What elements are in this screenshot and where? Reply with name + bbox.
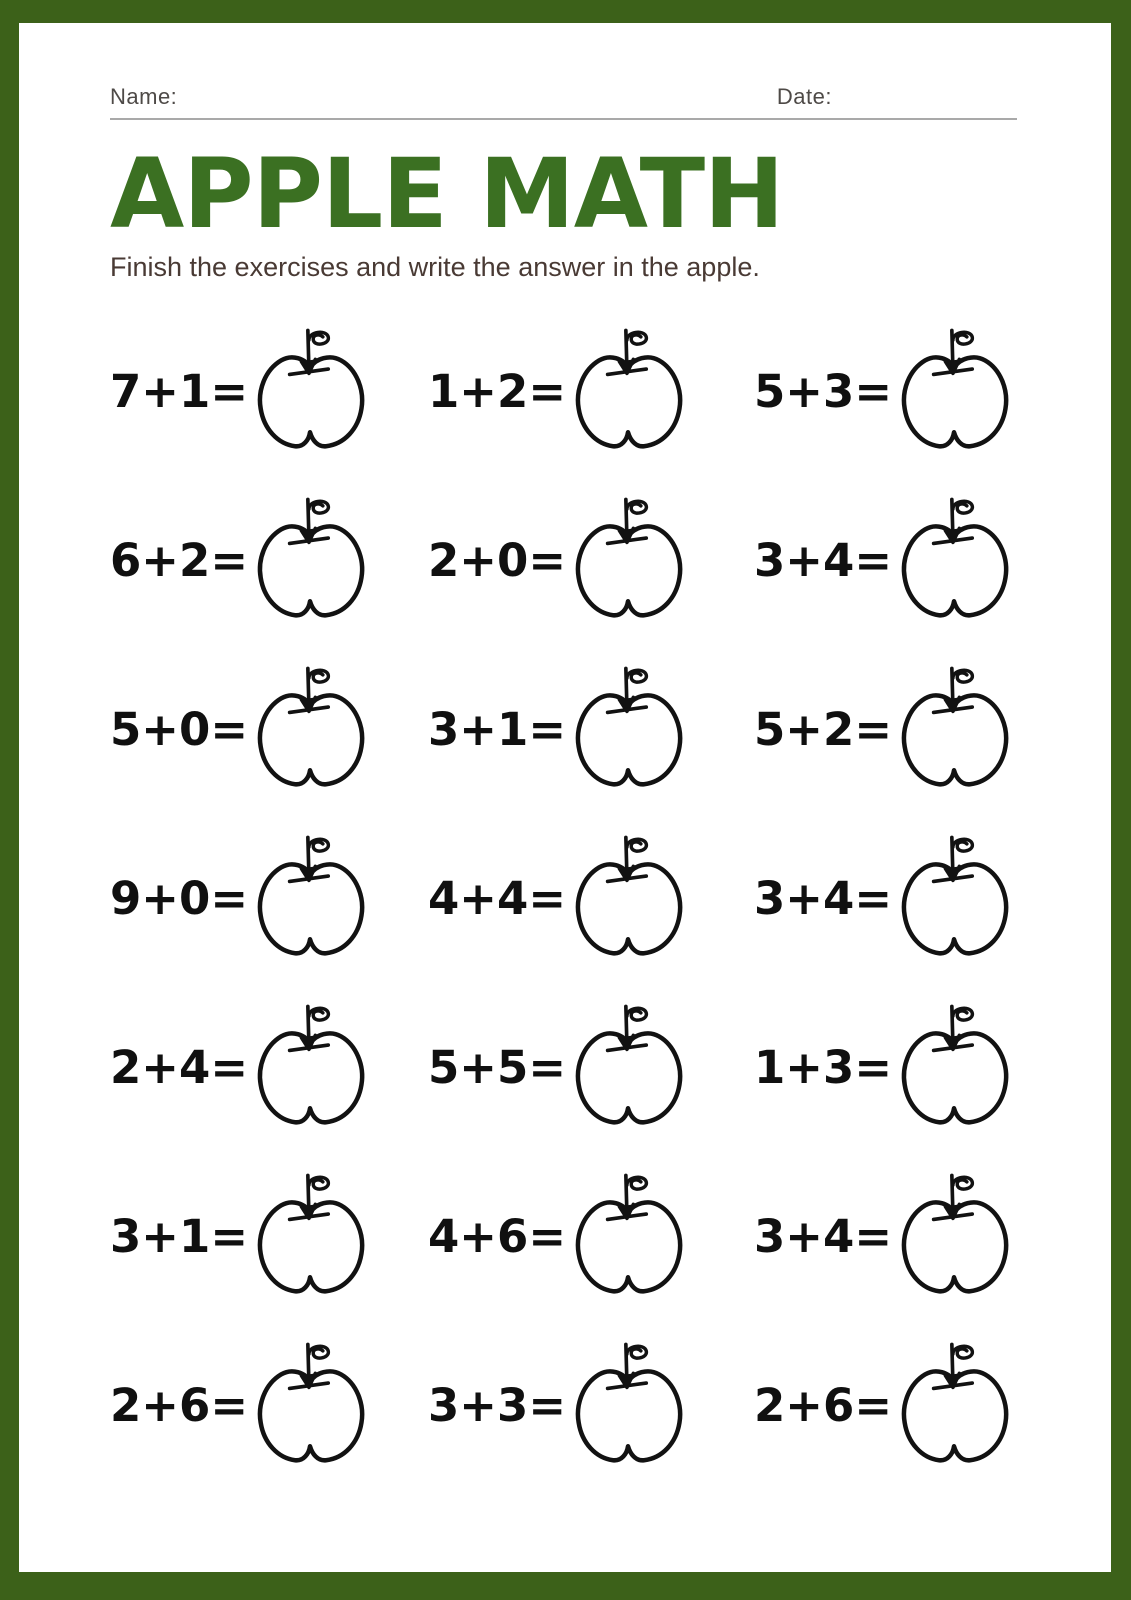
equation-label: 5+5= — [428, 1040, 567, 1094]
apple-answer-icon[interactable] — [248, 1338, 372, 1472]
exercise-cell — [110, 1338, 428, 1472]
apple-answer-icon[interactable] — [566, 324, 690, 458]
equation-label: 9+0= — [110, 871, 249, 925]
equation-label: 2+6= — [754, 1378, 893, 1432]
equation-label: 1+2= — [428, 364, 567, 418]
equation-label: 4+6= — [428, 1209, 567, 1263]
worksheet-content — [19, 23, 1111, 1572]
date-label: Date: — [776, 84, 832, 109]
exercise-cell — [428, 831, 754, 965]
apple-answer-icon[interactable] — [892, 1000, 1016, 1134]
exercise-cell — [110, 1000, 428, 1134]
exercise-cell — [428, 324, 754, 458]
exercise-cell — [754, 493, 1017, 627]
apple-answer-icon[interactable] — [892, 1169, 1016, 1303]
exercise-cell — [110, 324, 428, 458]
exercise-cell — [428, 662, 754, 796]
exercise-cell — [110, 662, 428, 796]
exercise-cell — [754, 324, 1017, 458]
equation-label: 2+6= — [110, 1378, 249, 1432]
apple-answer-icon[interactable] — [892, 324, 1016, 458]
exercise-cell — [754, 831, 1017, 965]
apple-answer-icon[interactable] — [248, 831, 372, 965]
apple-answer-icon[interactable] — [892, 831, 1016, 965]
equation-label: 2+0= — [428, 533, 567, 587]
equation-label: 6+2= — [110, 533, 249, 587]
apple-answer-icon[interactable] — [248, 493, 372, 627]
exercise-cell — [754, 1000, 1017, 1134]
equation-label: 3+3= — [428, 1378, 567, 1432]
equation-label: 7+1= — [110, 364, 249, 418]
apple-answer-icon[interactable] — [566, 662, 690, 796]
equation-label: 3+1= — [110, 1209, 249, 1263]
apple-answer-icon[interactable] — [566, 831, 690, 965]
exercise-cell — [110, 831, 428, 965]
apple-answer-icon[interactable] — [892, 493, 1016, 627]
name-label: Name: — [110, 84, 178, 109]
apple-answer-icon[interactable] — [248, 1169, 372, 1303]
equation-label: 4+4= — [428, 871, 567, 925]
equation-label: 5+3= — [754, 364, 893, 418]
equation-label: 5+2= — [754, 702, 893, 756]
apple-answer-icon[interactable] — [566, 1338, 690, 1472]
exercise-cell — [754, 662, 1017, 796]
equation-label: 3+4= — [754, 871, 893, 925]
apple-answer-icon[interactable] — [248, 1000, 372, 1134]
exercise-cell — [110, 493, 428, 627]
exercise-cell — [428, 493, 754, 627]
apple-answer-icon[interactable] — [248, 324, 372, 458]
name-date-row — [110, 85, 1017, 120]
apple-answer-icon[interactable] — [566, 1169, 690, 1303]
equation-label: 5+0= — [110, 702, 249, 756]
apple-answer-icon[interactable] — [892, 1338, 1016, 1472]
instructions-text: Finish the exercises and write the answer in the apple. — [110, 251, 760, 282]
exercise-cell — [110, 1169, 428, 1303]
apple-answer-icon[interactable] — [566, 1000, 690, 1134]
equation-label: 3+1= — [428, 702, 567, 756]
exercise-cell — [754, 1338, 1017, 1472]
exercise-cell — [428, 1000, 754, 1134]
exercise-cell — [428, 1338, 754, 1472]
equation-label: 2+4= — [110, 1040, 249, 1094]
exercises-grid — [110, 307, 1017, 1490]
exercise-cell — [754, 1169, 1017, 1303]
equation-label: 3+4= — [754, 1209, 893, 1263]
equation-label: 1+3= — [754, 1040, 893, 1094]
equation-label: 3+4= — [754, 533, 893, 587]
exercise-cell — [428, 1169, 754, 1303]
apple-answer-icon[interactable] — [892, 662, 1016, 796]
page-title: APPLE MATH — [110, 138, 784, 251]
apple-answer-icon[interactable] — [248, 662, 372, 796]
apple-answer-icon[interactable] — [566, 493, 690, 627]
